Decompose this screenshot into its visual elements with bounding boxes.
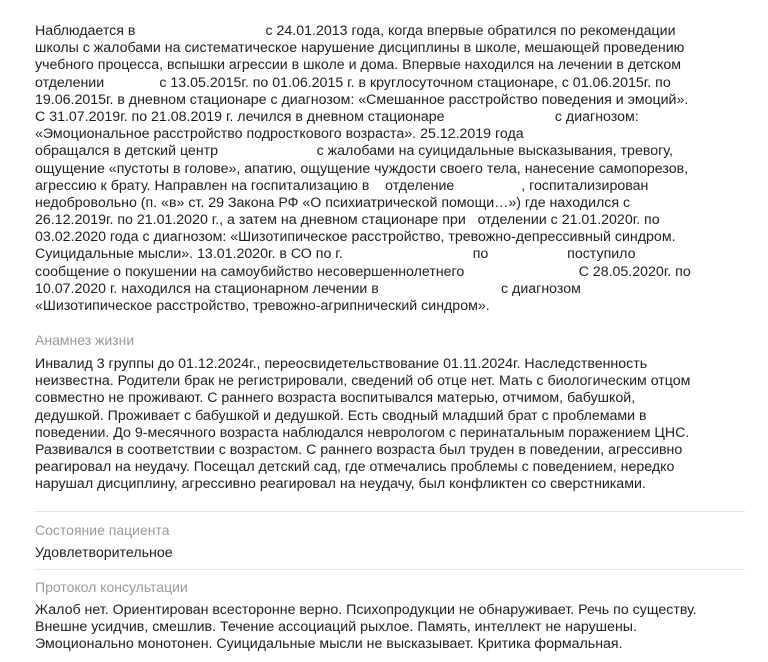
consultation-line: Эмоционально монотонен. Суицидальные мысли не высказывает. Критика формальная.	[35, 636, 623, 653]
anamnesis-line: «Шизотипическое расстройство, тревожно-агрипнический синдром».	[35, 298, 490, 314]
life-history-line: дедушкой. Проживает с бабушкой и дедушкой. Есть сводный младший брат с проблемами в	[35, 407, 647, 424]
anamnesis-line: Суицидальные мысли». 13.01.2020г. в СО по г. по поступило	[35, 246, 636, 263]
consultation-line: Внешне усидчив, смешлив. Течение ассоциаций рыхлое. Память, интеллект не нарушены.	[35, 619, 637, 636]
section-divider	[35, 511, 745, 512]
anamnesis-line: обращался в детский центр с жалобами на суицидальные высказывания, тревогу,	[35, 143, 673, 160]
anamnesis-line: «Эмоциональное расстройство подросткового возраста». 25.12.2019 года	[35, 126, 524, 143]
anamnesis-text	[35, 23, 750, 315]
anamnesis-line: Наблюдается в с 24.01.2013 года, когда впервые обратился по рекомендации	[35, 23, 676, 39]
life-history-line: совместно не проживают. С раннего возраста воспитывался матерью, отчимом, бабушкой,	[35, 390, 636, 407]
anamnesis-line: сообщение о покушении на самоубийство несовершеннолетнего С 28.05.2020г. по	[35, 263, 691, 280]
patient-state-label: Состояние пациента	[35, 522, 170, 538]
life-history-line: Развивался в соответствии с возрастом. С раннего возраста был труден в поведении, агрессивно	[35, 441, 683, 458]
life-history-line: неизвестна. Родители брак не регистрировали, сведений об отце нет. Мать с биологическим отцом	[35, 373, 691, 390]
life-history-line: нарушал дисциплину, агрессивно реагировал на неудачу, был конфликтен со сверстниками.	[35, 476, 646, 493]
anamnesis-line: отделении с 13.05.2015г. по 01.06.2015 г. в круглосуточном стационаре, с 01.06.2015г. по	[35, 74, 671, 91]
anamnesis-line: 26.12.2019г. по 21.01.2020 г., а затем на дневном стационаре при отделении с 21.01.2020г. по	[35, 212, 660, 229]
life-history-label: Анамнез жизни	[35, 332, 135, 348]
anamnesis-line: учебного процесса, вспышки агрессии в школе и дома. Впервые находился на лечении в детском	[35, 57, 681, 74]
anamnesis-line: недобровольно (п. «в» ст. 29 Закона РФ «О психиатрической помощи…») где находился с	[35, 194, 631, 211]
life-history-line: реагировал на неудачу. Посещал детский сад, где отмечались проблемы с поведением, нередко	[35, 459, 675, 476]
life-history-line: поведении. До 9-месячного возраста наблюдался неврологом с перинатальным поражением ЦНС.	[35, 424, 690, 441]
life-history-text	[35, 356, 750, 494]
patient-state-text: Удовлетворительное	[35, 545, 173, 561]
anamnesis-line: школы с жалобами на систематическое нарушение дисциплины в школе, мешающей проведению	[35, 40, 685, 57]
section-divider	[35, 569, 745, 570]
anamnesis-line: С 31.07.2019г. по 21.08.2019 г. лечился в дневном стационаре с диагнозом:	[35, 108, 639, 125]
consultation-text	[35, 602, 750, 654]
anamnesis-line: 19.06.2015г. в дневном стационаре с диагнозом: «Смешанное расстройство поведения и эмоций».	[35, 91, 689, 108]
anamnesis-line: ощущение «пустоты в голове», апатию, ощущение чуждости своего тела, нанесение самопорезов,	[35, 160, 689, 177]
patient-state-value	[35, 545, 750, 562]
life-history-line: Инвалид 3 группы до 01.12.2024г., переосвидетельствование 01.11.2024г. Наследственность	[35, 356, 648, 372]
anamnesis-line: агрессию к брату. Направлен на госпитализацию в отделение , госпитализирован	[35, 177, 649, 194]
consultation-line: Жалоб нет. Ориентирован всесторонне верно. Психопродукции не обнаруживает. Речь по существу.	[35, 602, 697, 618]
anamnesis-line: 03.02.2020 года с диагнозом: «Шизотипическое расстройство, тревожно-депрессивный синдром.	[35, 229, 676, 246]
anamnesis-line: 10.07.2020 г. находился на стационарном лечении в с диагнозом	[35, 280, 581, 297]
consultation-label: Протокол консультации	[35, 579, 188, 595]
